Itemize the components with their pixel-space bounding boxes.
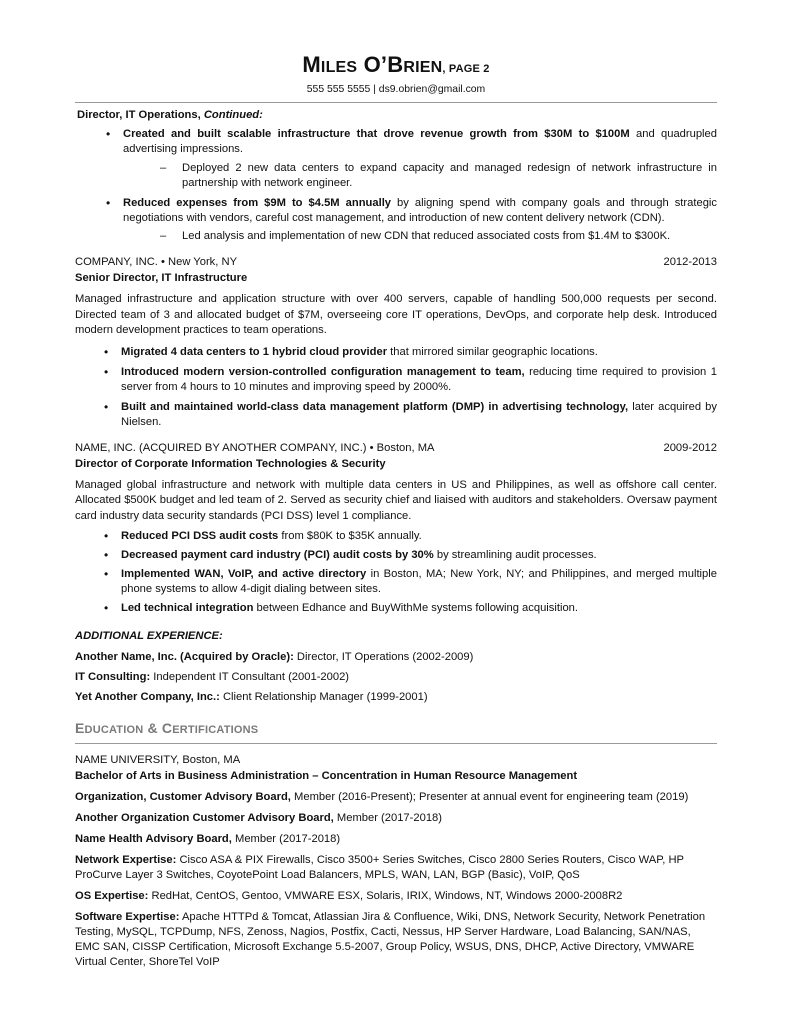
bullet-icon: • [104, 547, 109, 562]
bullet-icon: • [104, 600, 109, 615]
list-item: • Migrated 4 data centers to 1 hybrid cloud provider that mirrored similar geographic locations. [104, 344, 598, 359]
job-title: Director of Corporate Information Technologies & Security [75, 457, 386, 470]
list-item: • Decreased payment card industry (PCI) audit costs by 30% by streamlining audit processes. [104, 547, 597, 562]
list-item: • Created and built scalable infrastructure that drove revenue growth from $30M to $100M and quadrupled advertising impressions. – Deployed 2 new data centers to expand capacity and managed redesign of network infrastructure in partnership with network engineer. [77, 127, 717, 191]
list-item: Another Organization Customer Advisory Board, Member (2017-2018) [75, 811, 442, 824]
additional-experience [75, 629, 717, 705]
continued-role [75, 108, 717, 244]
resume-header [75, 0, 717, 97]
list-item: • Reduced expenses from $9M to $4.5M annually by aligning spend with company goals and through strategic negotiations with vendors, careful cost management, and introduction of new content delivery network (CDN). – Led analysis and implementation of new CDN that reduced associated costs from $1.4M to $300K. [77, 196, 717, 244]
list-item: Another Name, Inc. (Acquired by Oracle): Director, IT Operations (2002-2009) [75, 650, 474, 663]
section-title: EDUCATION & CERTIFICATIONS [75, 719, 259, 736]
degree: Bachelor of Arts in Business Administration – Concentration in Human Resource Management [75, 769, 578, 782]
list-item: Organization, Customer Advisory Board, Member (2016-Present); Presenter at annual event for engineering team (2019) [75, 790, 689, 803]
job-summary: Managed global infrastructure and network with multiple data centers in US and Philippines, as well as offshore call center. Allocated $500K budget and led team of 2. Served as security chief and liaised with auditors and stakeholders. Oversaw payment card industry data security standards (PCI DSS) level 1 compliance. [75, 478, 717, 522]
bullet-icon: • [106, 196, 111, 210]
school-name: NAME UNIVERSITY, Boston, MA [75, 753, 241, 766]
bullet-icon: • [104, 566, 109, 581]
bullet-icon: • [106, 127, 111, 141]
employer: NAME, INC. (ACQUIRED BY ANOTHER COMPANY, INC.) • Boston, MA [75, 441, 435, 454]
additional-heading: ADDITIONAL EXPERIENCE: [75, 629, 223, 642]
list-item: • Led technical integration between Edhance and BuyWithMe systems following acquisition. [104, 600, 579, 615]
bullet-icon: • [104, 364, 109, 379]
sub-list-item: – Deployed 2 new data centers to expand capacity and managed redesign of network infrastructure in partnership with network engineer. [160, 162, 717, 189]
list-item: • Reduced PCI DSS audit costs from $80K to $35K annually. [104, 528, 422, 543]
list-item: Name Health Advisory Board, Member (2017-2018) [75, 832, 341, 845]
list-item: • Built and maintained world-class data management platform (DMP) in advertising technology, later acquired by Nielsen. [104, 399, 717, 428]
header-divider [75, 102, 717, 103]
job-summary: Managed infrastructure and application structure with over 400 servers, capable of handling 500,000 requests per second. Directed team of 3 and allocated budget of $7M, overseeing core IT operations, DevOps, and corporate help desk. Introduced modern development practices to team operations. [75, 293, 717, 337]
dash-icon: – [160, 230, 167, 242]
job-entry-name-inc [75, 441, 717, 616]
job-title: Senior Director, IT Infrastructure [75, 272, 248, 284]
list-item: Network Expertise: Cisco ASA & PIX Firewalls, Cisco 3500+ Series Switches, Cisco 2800 Series Routers, Cisco WAP, HP ProCurve Layer 3 Switches, CoyotePoint Load Balancers, MPLS, WAN, LAN, BGP (Basic), VoIP, QoS [75, 853, 684, 881]
list-item: IT Consulting: Independent IT Consultant (2001-2002) [75, 670, 350, 683]
list-item: OS Expertise: RedHat, CentOS, Gentoo, VMWARE ESX, Solaris, IRIX, Windows, NT, Windows 2000-2008R2 [75, 889, 623, 902]
candidate-name: MILES O’BRIEN, PAGE 2 [302, 52, 490, 77]
bullet-icon: • [104, 344, 109, 359]
contact-line: 555 555 5555 | ds9.obrien@gmail.com [306, 84, 486, 95]
employment-dates: 2009-2012 [663, 441, 717, 454]
list-item: • Introduced modern version-controlled configuration management to team, reducing time required to provision 1 server from 4 hours to 10 minutes and improving speed by 2000%. [104, 364, 717, 393]
section-divider [75, 743, 717, 744]
list-item: Yet Another Company, Inc.: Client Relationship Manager (1999-2001) [75, 690, 428, 703]
continued-bullets [77, 127, 717, 244]
page-label: , PAGE 2 [442, 63, 490, 75]
employer: COMPANY, INC. • New York, NY [75, 256, 238, 268]
bullet-icon: • [104, 399, 109, 414]
dash-icon: – [160, 162, 167, 174]
bullet-icon: • [104, 528, 109, 543]
employment-dates: 2012-2013 [663, 256, 717, 268]
education-section [75, 719, 717, 970]
job-entry-company [75, 255, 717, 430]
list-item: Software Expertise: Apache HTTPd & Tomcat, Atlassian Jira & Confluence, Wiki, DNS, Network Security, Network Penetration Testing, MySQL, TCPDump, NFS, Zenoss, Nagios, Postfix, Cacti, Nessus, HP Server Hardware, Load Balancing, SAN/NAS, EMC SAN, CISSP Certification, Microsoft Exchange 5.5-2007, Group Policy, WSUS, DNS, DHCP, Active Directory, VMWARE Virtual Center, ShoreTel VoIP [75, 910, 706, 968]
continued-title: Director, IT Operations, Continued: [77, 109, 263, 121]
list-item: • Implemented WAN, VoIP, and active directory in Boston, MA; New York, NY; and Philippines, and merged multiple phone systems to allow 4-digit dialing between sites. [104, 566, 717, 595]
sub-list-item: – Led analysis and implementation of new CDN that reduced associated costs from $1.4M to $300K. [160, 230, 671, 242]
